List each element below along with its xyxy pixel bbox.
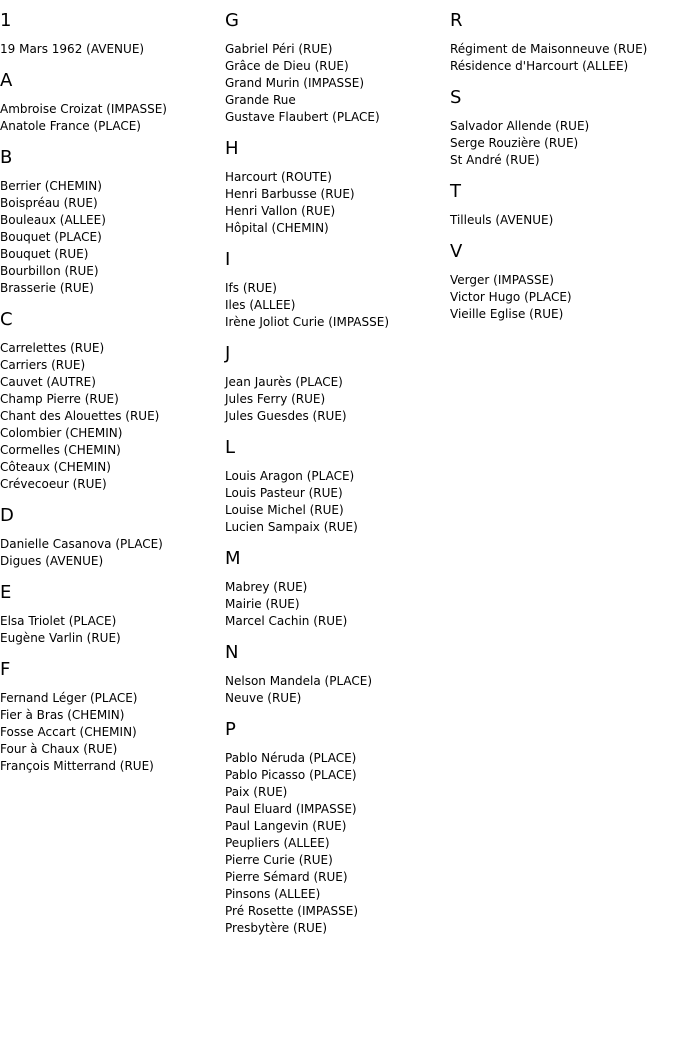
street-link[interactable]: Mabrey (RUE) [225, 580, 308, 594]
letter-group [225, 437, 445, 536]
street-link[interactable]: Jules Ferry (RUE) [225, 392, 326, 406]
street-link[interactable]: Digues (AVENUE) [0, 554, 104, 568]
letter-group [0, 309, 220, 493]
street-list [225, 169, 445, 237]
street-link[interactable]: Verger (IMPASSE) [450, 273, 554, 287]
street-column-3 [450, 0, 675, 335]
street-link[interactable]: Louis Pasteur (RUE) [225, 486, 343, 500]
street-link[interactable]: Régiment de Maisonneuve (RUE) [450, 42, 648, 56]
street-link[interactable]: Neuve (RUE) [225, 691, 302, 705]
letter-heading: H [225, 138, 239, 159]
letter-heading: E [0, 582, 12, 603]
street-link[interactable]: Tilleuls (AVENUE) [450, 213, 554, 227]
street-link[interactable]: Jules Guesdes (RUE) [225, 409, 347, 423]
street-link[interactable]: Pablo Picasso (PLACE) [225, 768, 357, 782]
street-link[interactable]: Mairie (RUE) [225, 597, 300, 611]
street-link[interactable]: Presbytère (RUE) [225, 921, 328, 935]
street-list [450, 118, 675, 169]
street-link[interactable]: Carriers (RUE) [0, 358, 86, 372]
letter-heading: T [450, 181, 461, 202]
street-link[interactable]: Résidence d'Harcourt (ALLEE) [450, 59, 629, 73]
letter-group [225, 343, 445, 425]
street-link[interactable]: Bourbillon (RUE) [0, 264, 99, 278]
street-link[interactable]: Gabriel Péri (RUE) [225, 42, 333, 56]
street-link[interactable]: Anatole France (PLACE) [0, 119, 141, 133]
street-link[interactable]: Irène Joliot Curie (IMPASSE) [225, 315, 390, 329]
street-link[interactable]: Elsa Triolet (PLACE) [0, 614, 117, 628]
street-link[interactable]: 19 Mars 1962 (AVENUE) [0, 42, 145, 56]
street-link[interactable]: Serge Rouzière (RUE) [450, 136, 579, 150]
street-link[interactable]: Paix (RUE) [225, 785, 288, 799]
street-list [450, 272, 675, 323]
street-list [0, 178, 220, 297]
street-link[interactable]: Lucien Sampaix (RUE) [225, 520, 358, 534]
street-column-1 [0, 0, 220, 787]
street-link[interactable]: Bouquet (PLACE) [0, 230, 102, 244]
street-link[interactable]: Cauvet (AUTRE) [0, 375, 96, 389]
street-link[interactable]: Peupliers (ALLEE) [225, 836, 330, 850]
street-link[interactable]: Four à Chaux (RUE) [0, 742, 118, 756]
street-link[interactable]: Colombier (CHEMIN) [0, 426, 123, 440]
street-link[interactable]: Champ Pierre (RUE) [0, 392, 119, 406]
street-link[interactable]: Fernand Léger (PLACE) [0, 691, 138, 705]
street-link[interactable]: Brasserie (RUE) [0, 281, 94, 295]
street-link[interactable]: Hôpital (CHEMIN) [225, 221, 329, 235]
letter-group [450, 10, 675, 75]
letter-group [225, 548, 445, 630]
letter-heading: A [0, 70, 13, 91]
letter-heading: I [225, 249, 231, 270]
letter-group [0, 659, 220, 775]
street-link[interactable]: Carrelettes (RUE) [0, 341, 105, 355]
street-link[interactable]: Pierre Sémard (RUE) [225, 870, 348, 884]
letter-heading: N [225, 642, 239, 663]
street-link[interactable]: Jean Jaurès (PLACE) [225, 375, 343, 389]
letter-group [0, 582, 220, 647]
street-link[interactable]: François Mitterrand (RUE) [0, 759, 154, 773]
street-link[interactable]: Chant des Alouettes (RUE) [0, 409, 160, 423]
street-link[interactable]: Paul Eluard (IMPASSE) [225, 802, 357, 816]
street-link[interactable]: Louis Aragon (PLACE) [225, 469, 355, 483]
letter-heading: B [0, 147, 13, 168]
letter-heading: C [0, 309, 13, 330]
street-link[interactable]: Pierre Curie (RUE) [225, 853, 333, 867]
letter-group [0, 70, 220, 135]
street-link[interactable]: Fosse Accart (CHEMIN) [0, 725, 137, 739]
letter-group [450, 181, 675, 229]
street-link[interactable]: Grande Rue [225, 93, 296, 107]
street-link[interactable]: Pablo Néruda (PLACE) [225, 751, 357, 765]
letter-group [225, 249, 445, 331]
letter-heading: R [450, 10, 463, 31]
letter-heading: 1 [0, 10, 12, 31]
street-link[interactable]: Vieille Eglise (RUE) [450, 307, 564, 321]
street-list [225, 673, 445, 707]
street-link[interactable]: Cormelles (CHEMIN) [0, 443, 121, 457]
street-link[interactable]: Henri Vallon (RUE) [225, 204, 336, 218]
street-link[interactable]: Victor Hugo (PLACE) [450, 290, 572, 304]
street-list [225, 579, 445, 630]
street-link[interactable]: Harcourt (ROUTE) [225, 170, 332, 184]
street-list [0, 41, 220, 58]
street-list [0, 536, 220, 570]
street-link[interactable]: Boispréau (RUE) [0, 196, 98, 210]
letter-group [0, 10, 220, 58]
street-link[interactable]: Crévecoeur (RUE) [0, 477, 107, 491]
street-list [450, 212, 675, 229]
letter-heading: G [225, 10, 239, 31]
street-column-2 [225, 0, 445, 949]
street-link[interactable]: Ambroise Croizat (IMPASSE) [0, 102, 167, 116]
letter-group [225, 10, 445, 126]
letter-group [0, 505, 220, 570]
letter-heading: P [225, 719, 236, 740]
street-list [0, 101, 220, 135]
street-link[interactable]: Berrier (CHEMIN) [0, 179, 102, 193]
street-link[interactable]: Louise Michel (RUE) [225, 503, 344, 517]
street-list [0, 340, 220, 493]
letter-heading: S [450, 87, 462, 108]
letter-group [450, 87, 675, 169]
street-link[interactable]: Salvador Allende (RUE) [450, 119, 590, 133]
street-list [225, 750, 445, 937]
street-link[interactable]: Pinsons (ALLEE) [225, 887, 321, 901]
street-link[interactable]: Henri Barbusse (RUE) [225, 187, 355, 201]
letter-heading: D [0, 505, 14, 526]
street-link[interactable]: Pré Rosette (IMPASSE) [225, 904, 359, 918]
letter-group [225, 719, 445, 937]
street-link[interactable]: Côteaux (CHEMIN) [0, 460, 111, 474]
letter-group [225, 138, 445, 237]
street-link[interactable]: Fier à Bras (CHEMIN) [0, 708, 125, 722]
street-link[interactable]: Danielle Casanova (PLACE) [0, 537, 163, 551]
street-list [0, 690, 220, 775]
letter-heading: J [225, 343, 231, 364]
street-link[interactable]: Grand Murin (IMPASSE) [225, 76, 365, 90]
street-list [225, 374, 445, 425]
street-link[interactable]: Nelson Mandela (PLACE) [225, 674, 373, 688]
street-link[interactable]: Marcel Cachin (RUE) [225, 614, 348, 628]
street-link[interactable]: St André (RUE) [450, 153, 540, 167]
street-link[interactable]: Grâce de Dieu (RUE) [225, 59, 349, 73]
letter-heading: L [225, 437, 236, 458]
letter-group [0, 147, 220, 297]
street-link[interactable]: Ifs (RUE) [225, 281, 277, 295]
street-list [450, 41, 675, 75]
street-link[interactable]: Iles (ALLEE) [225, 298, 296, 312]
street-link[interactable]: Bouleaux (ALLEE) [0, 213, 106, 227]
letter-group [450, 241, 675, 323]
street-list [0, 613, 220, 647]
letter-heading: M [225, 548, 241, 569]
letter-group [225, 642, 445, 707]
street-list [225, 280, 445, 331]
street-link[interactable]: Gustave Flaubert (PLACE) [225, 110, 380, 124]
letter-heading: F [0, 659, 11, 680]
letter-heading: V [450, 241, 463, 262]
street-list [225, 468, 445, 536]
street-link[interactable]: Paul Langevin (RUE) [225, 819, 347, 833]
street-link[interactable]: Eugène Varlin (RUE) [0, 631, 121, 645]
street-list [225, 41, 445, 126]
street-link[interactable]: Bouquet (RUE) [0, 247, 89, 261]
